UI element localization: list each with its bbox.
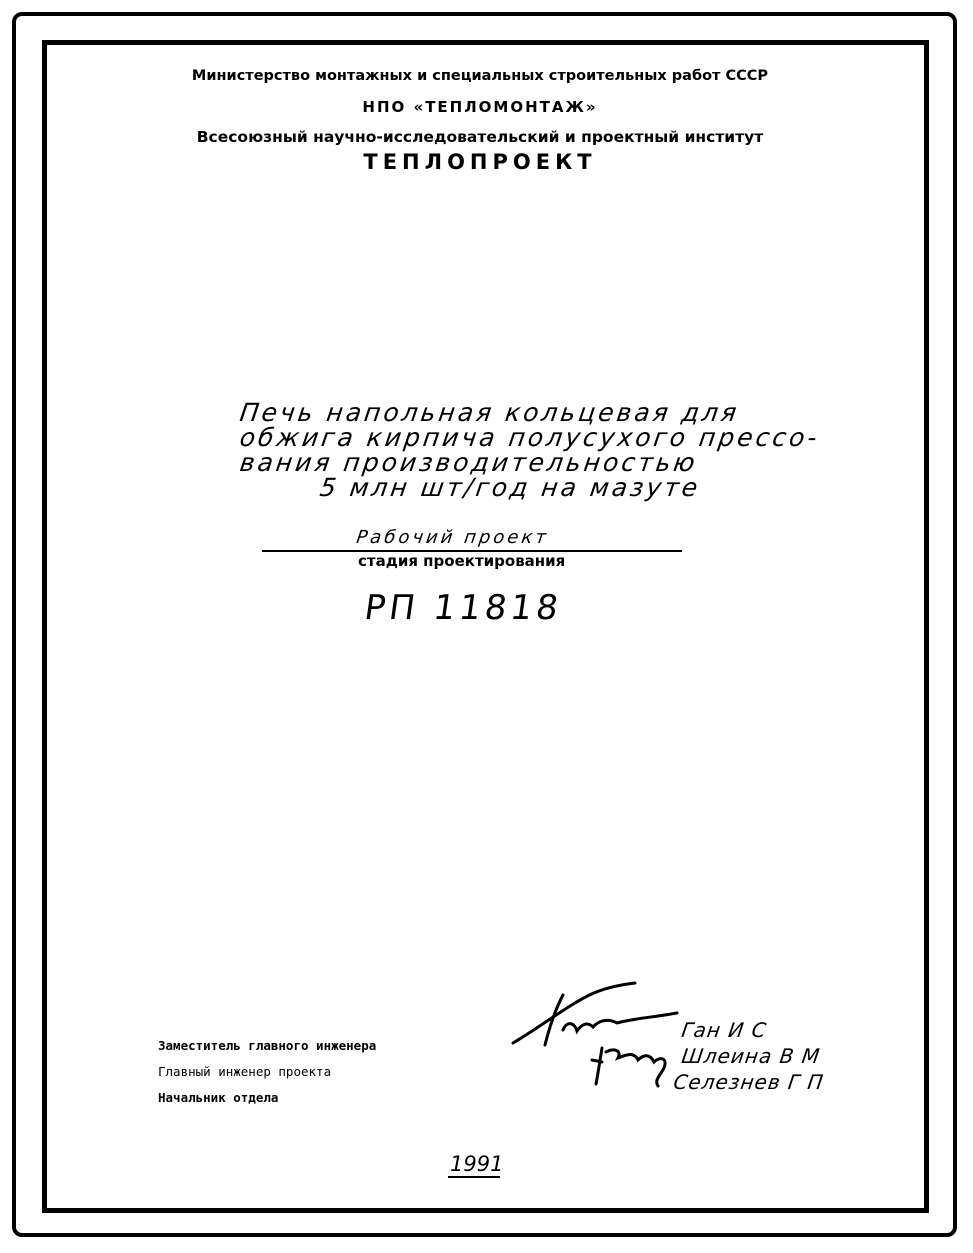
title-line-3: вания производительностью [238, 448, 700, 477]
signatory-name-1: Ган И С [680, 1018, 769, 1042]
document-code: РП 11818 [362, 588, 565, 628]
design-stage-value: Рабочий проект [355, 527, 551, 548]
npo-heading: НПО «ТЕПЛОМОНТАЖ» [362, 98, 598, 116]
role-department-head: Начальник отдела [158, 1090, 279, 1105]
institute-short-name: ТЕПЛОПРОЕКТ [363, 150, 597, 174]
title-line-1: Печь напольная кольцевая для [238, 398, 742, 427]
role-chief-project-engineer: Главный инженер проекта [158, 1064, 332, 1079]
role-deputy-chief-engineer: Заместитель главного инженера [158, 1038, 377, 1053]
title-line-4: 5 млн шт/год на мазуте [318, 473, 703, 502]
title-line-2: обжига кирпича полусухого прессо- [238, 423, 822, 452]
institute-heading: Всесоюзный научно-исследовательский и проектный институт [196, 128, 764, 146]
year: 1991 [450, 1152, 504, 1176]
signature-2-drawing [588, 1040, 678, 1088]
year-underline [448, 1176, 500, 1178]
signatory-name-3: Селезнев Г П [672, 1070, 826, 1094]
ministry-heading: Министерство монтажных и специальных строительных работ СССР [191, 68, 769, 84]
signatory-name-2: Шлеина В М [680, 1044, 822, 1068]
design-stage-caption: стадия проектирования [358, 552, 566, 570]
